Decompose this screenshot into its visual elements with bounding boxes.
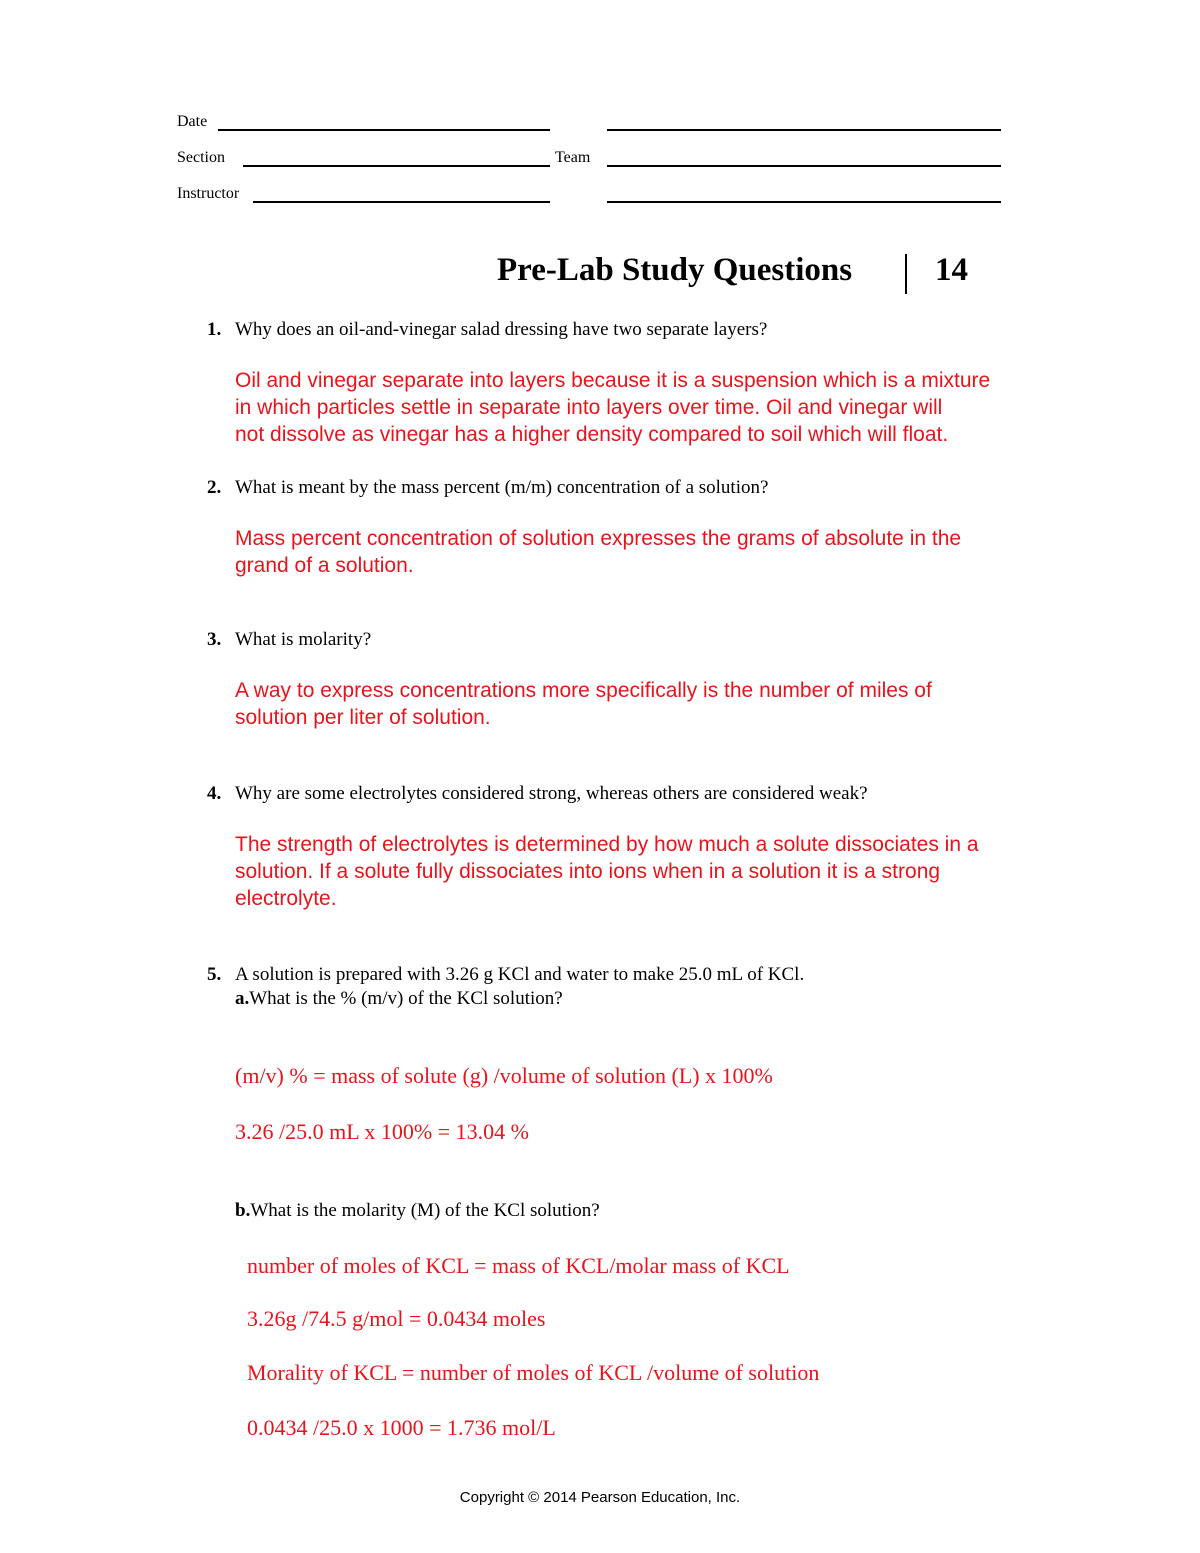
question-5 [207, 963, 804, 986]
part-letter: b. [235, 1200, 251, 1221]
section-label: Section [177, 149, 225, 166]
answer-4-line-2: solution. If a solute fully dissociates into ions when in a solution it is a strong [235, 860, 941, 883]
question-text: A solution is prepared with 3.26 g KCl and water to make 25.0 mL of KCl. [235, 964, 805, 985]
answer-2-line-1: Mass percent concentration of solution expresses the grams of absolute in the [235, 527, 962, 550]
part-text: What is the molarity (M) of the KCl solution? [250, 1200, 600, 1221]
team-label: Team [555, 149, 591, 166]
answer-1-line-1: Oil and vinegar separate into layers because it is a suspension which is a mixture [235, 369, 991, 392]
date-field[interactable] [218, 129, 550, 131]
question-5a [235, 987, 563, 1010]
answer-5b-line-2: 3.26g /74.5 g/mol = 0.0434 moles [247, 1306, 546, 1331]
question-5b [235, 1199, 600, 1222]
answer-5b-line-1: number of moles of KCL = mass of KCL/molar mass of KCL [247, 1253, 790, 1278]
title-divider [905, 254, 907, 294]
answer-3-line-2: solution per liter of solution. [235, 706, 491, 729]
question-number: 5. [207, 964, 222, 985]
instructor-field[interactable] [253, 201, 550, 203]
question-text: What is molarity? [235, 629, 372, 650]
question-1 [207, 318, 767, 341]
date-label: Date [177, 113, 208, 130]
question-3 [207, 628, 371, 651]
question-number: 1. [207, 319, 222, 340]
page-title: Pre-Lab Study Questions [497, 252, 853, 288]
question-text: What is meant by the mass percent (m/m) concentration of a solution? [235, 477, 769, 498]
copyright-footer: Copyright © 2014 Pearson Education, Inc. [459, 1489, 741, 1506]
answer-2-line-2: grand of a solution. [235, 554, 414, 577]
part-text: What is the % (m/v) of the KCl solution? [249, 988, 563, 1009]
answer-3-line-1: A way to express concentrations more specifically is the number of miles of [235, 679, 932, 702]
part-letter: a. [235, 988, 250, 1009]
question-4 [207, 782, 868, 805]
chapter-number: 14 [935, 252, 968, 288]
answer-4-line-3: electrolyte. [235, 887, 337, 910]
answer-5a-line-1: (m/v) % = mass of solute (g) /volume of solution (L) x 100% [235, 1063, 773, 1088]
answer-1-line-3: not dissolve as vinegar has a higher density compared to soil which will float. [235, 423, 949, 446]
answer-5a-line-2: 3.26 /25.0 mL x 100% = 13.04 % [235, 1119, 529, 1144]
answer-5b-line-4: 0.0434 /25.0 x 1000 = 1.736 mol/L [247, 1415, 556, 1440]
blank-field-bottom-right[interactable] [607, 201, 1001, 203]
question-number: 4. [207, 783, 222, 804]
section-field[interactable] [243, 165, 550, 167]
question-number: 3. [207, 629, 222, 650]
answer-1-line-2: in which particles settle in separate into layers over time. Oil and vinegar will [235, 396, 943, 419]
team-field[interactable] [607, 165, 1001, 167]
question-text: Why are some electrolytes considered strong, whereas others are considered weak? [235, 783, 868, 804]
answer-5b-line-3: Morality of KCL = number of moles of KCL /volume of solution [247, 1360, 820, 1385]
question-text: Why does an oil-and-vinegar salad dressing have two separate layers? [235, 319, 768, 340]
question-number: 2. [207, 477, 222, 498]
answer-4-line-1: The strength of electrolytes is determined by how much a solute dissociates in a [235, 833, 979, 856]
instructor-label: Instructor [177, 185, 240, 202]
blank-field-top-right[interactable] [607, 129, 1001, 131]
question-2 [207, 476, 768, 499]
